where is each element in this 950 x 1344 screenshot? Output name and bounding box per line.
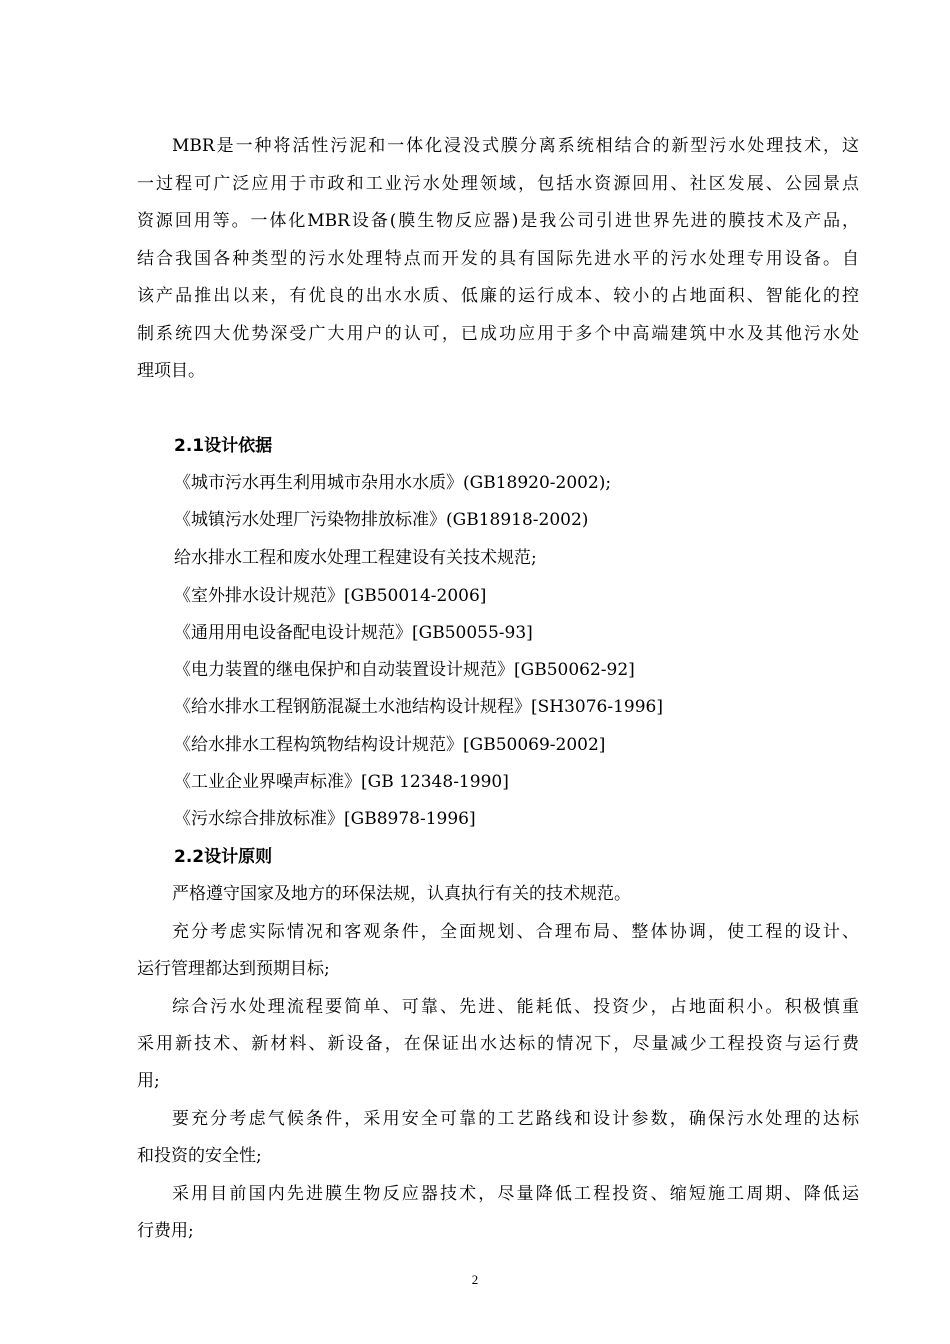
reference-item: 《室外排水设计规范》[GB50014-2006] <box>174 586 487 606</box>
reference-item: 《城镇污水处理厂污染物排放标准》(GB18918-2002) <box>174 510 589 530</box>
principle-line: 和投资的安全性; <box>137 1146 262 1166</box>
paragraph-line: 一过程可广泛应用于市政和工业污水处理领域，包括水资源回用、社区发展、公园景点 <box>137 174 859 194</box>
principle-line: 采用新技术、新材料、新设备，在保证出水达标的情况下，尽量减少工程投资与运行费 <box>137 1034 859 1054</box>
paragraph-line: MBR是一种将活性污泥和一体化浸没式膜分离系统相结合的新型污水处理技术，这 <box>172 136 859 156</box>
reference-item: 给水排水工程和废水处理工程建设有关技术规范; <box>174 548 537 568</box>
principle-line: 充分考虑实际情况和客观条件，全面规划、合理布局、整体协调，使工程的设计、 <box>172 922 859 942</box>
reference-item: 《污水综合排放标准》[GB8978-1996] <box>174 809 476 829</box>
principle-line: 采用目前国内先进膜生物反应器技术，尽量降低工程投资、缩短施工周期、降低运 <box>172 1184 859 1204</box>
principle-line: 行费用; <box>137 1221 194 1241</box>
reference-item: 《给水排水工程钢筋混凝土水池结构设计规程》[SH3076-1996] <box>174 697 664 717</box>
principle-line: 综合污水处理流程要简单、可靠、先进、能耗低、投资少，占地面积小。积极慎重 <box>172 997 859 1017</box>
subsection-2-2-title: 2.2设计原则 <box>174 847 273 867</box>
principle-line: 要充分考虑气候条件，采用安全可靠的工艺路线和设计参数，确保污水处理的达标 <box>172 1109 859 1129</box>
paragraph-line: 制系统四大优势深受广大用户的认可，已成功应用于多个中高端建筑中水及其他污水处 <box>137 324 859 344</box>
page-number: 2 <box>471 1272 479 1287</box>
paragraph-line: 理项目。 <box>137 361 205 381</box>
reference-item: 《电力装置的继电保护和自动装置设计规范》[GB50062-92] <box>174 660 635 680</box>
reference-item: 《给水排水工程构筑物结构设计规范》[GB50069-2002] <box>174 735 606 755</box>
paragraph-line: 该产品推出以来，有优良的出水水质、低廉的运行成本、较小的占地面积、智能化的控 <box>137 286 859 306</box>
principle-line: 严格遵守国家及地方的环保法规，认真执行有关的技术规范。 <box>172 884 631 904</box>
paragraph-line: 结合我国各种类型的污水处理特点而开发的具有国际先进水平的污水处理专用设备。自 <box>137 249 859 269</box>
reference-item: 《通用用电设备配电设计规范》[GB50055-93] <box>174 623 533 643</box>
subsection-2-1-title: 2.1设计依据 <box>174 436 273 456</box>
paragraph-line: 资源回用等。一体化MBR设备(膜生物反应器)是我公司引进世界先进的膜技术及产品， <box>137 211 859 231</box>
principle-line: 用; <box>137 1071 160 1091</box>
reference-item: 《城市污水再生利用城市杂用水水质》(GB18920-2002); <box>174 473 612 493</box>
reference-item: 《工业企业界噪声标准》[GB 12348-1990] <box>174 772 509 792</box>
principle-line: 运行管理都达到预期目标; <box>137 959 330 979</box>
